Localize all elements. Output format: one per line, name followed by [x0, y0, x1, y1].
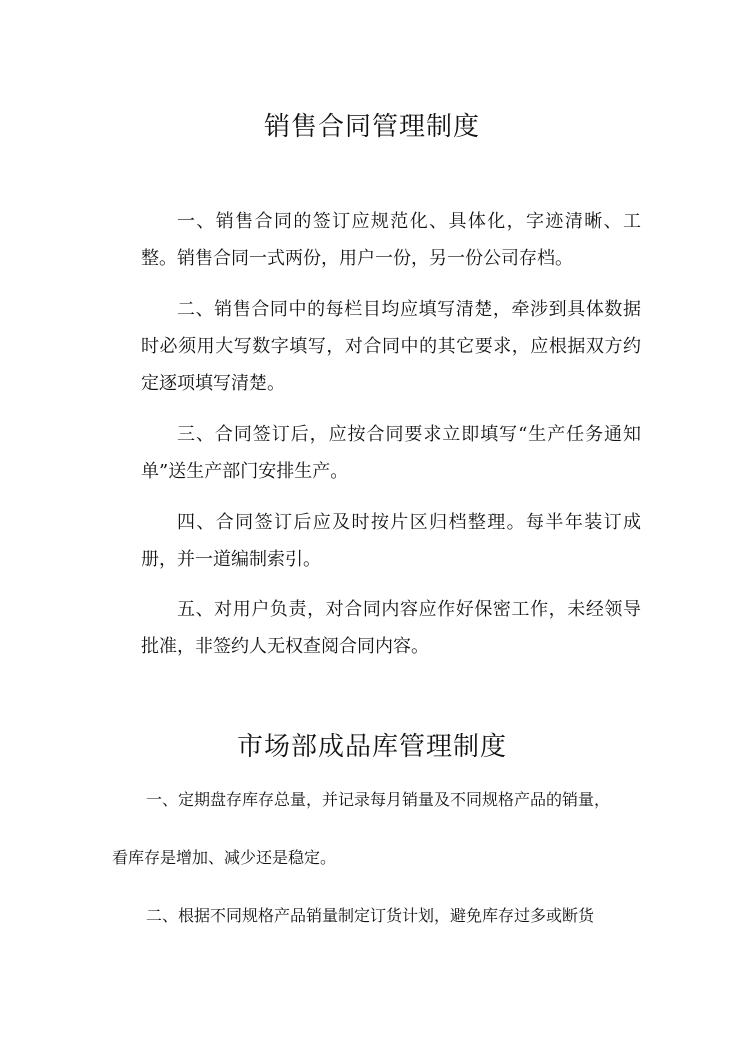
warehouse-rule-1-line-2: 看库存是增加、减少还是稳定。 — [112, 848, 337, 867]
warehouse-rule-1-line-1: 一、定期盘存库存总量，并记录每月销量及不同规格产品的销量， — [146, 790, 611, 809]
sales-contract-rule-1: 一、销售合同的签订应规范化、具体化，字迹清晰、工整。销售合同一式两份，用户一份，另一份公司存档。 — [141, 211, 641, 269]
sales-contract-rule-5: 五、对用户负责，对合同内容应作好保密工作，未经领导批准，非签约人无权查阅合同内容。 — [141, 599, 641, 657]
section-title-warehouse: 市场部成品库管理制度 — [236, 732, 507, 762]
sales-contract-rule-4: 四、合同签订后应及时按片区归档整理。每半年装订成册，并一道编制索引。 — [141, 512, 641, 570]
sales-contract-rule-2: 二、销售合同中的每栏目均应填写清楚，牵涉到具体数据时必须用大写数字填写，对合同中的其它要求，应根据双方约定逐项填写清楚。 — [141, 299, 641, 394]
warehouse-rule-2-line-1: 二、根据不同规格产品销量制定订货计划，避免库存过多或断货 — [146, 906, 595, 925]
sales-contract-rule-3: 三、合同签订后，应按合同要求立即填写“生产任务通知单”送生产部门安排生产。 — [141, 424, 641, 482]
section-title-sales-contract: 销售合同管理制度 — [263, 112, 480, 142]
